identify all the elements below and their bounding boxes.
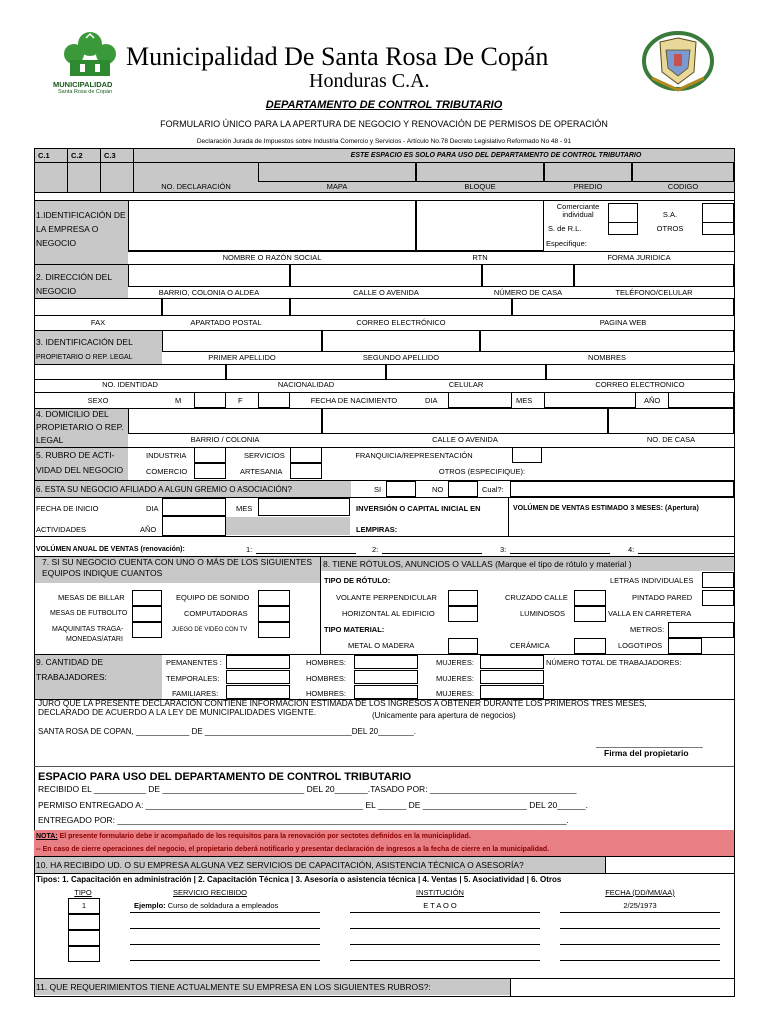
letras-label: LETRAS INDIVIDUALES — [610, 576, 694, 585]
col-predio: PREDIO — [573, 182, 603, 191]
horizontal-label: HORIZONTAL AL EDIFICIO — [342, 609, 435, 618]
cual-label: Cual?: — [482, 485, 504, 494]
fecha-nacimiento-label: FECHA DE NACIMIENTO — [310, 396, 398, 405]
temporales-field[interactable] — [226, 670, 290, 684]
s7-label: 7. SI SU NEGOCIO CUENTA CON UNO O MÁS DE LOS SIGUIENTES EQUIPOS INDIQUE CUANTOS — [42, 557, 312, 578]
billar-label: MESAS DE BILLAR — [58, 593, 125, 602]
cruzado-checkbox[interactable] — [574, 590, 606, 606]
sa-checkbox[interactable] — [702, 203, 734, 223]
familiares-label: FAMILIARES: — [172, 689, 219, 698]
cual-field[interactable] — [510, 481, 734, 497]
rtn-field[interactable] — [416, 200, 544, 251]
col-segundo-apellido: SEGUNDO APELLIDO — [362, 353, 440, 362]
hombres-1-label: HOMBRES: — [306, 658, 347, 667]
col-tipo: TIPO — [74, 888, 92, 897]
tipo-cell-3[interactable] — [68, 930, 100, 946]
municipal-logo — [50, 28, 130, 98]
segundo-apellido-field[interactable] — [322, 330, 480, 352]
declaration-city-date: SANTA ROSA DE COPAN, ____________ DE _________________________________DEL 20________. — [38, 727, 416, 736]
logo-text: MUNICIPALIDAD — [53, 80, 113, 89]
example-row — [134, 902, 278, 910]
comerciante-label: Comerciante individual — [556, 202, 600, 219]
c2-label: C.2 — [71, 151, 83, 160]
s4-label: 4. DOMICILIO DEL PROPIETARIO O REP. LEGAL — [36, 409, 124, 445]
nota-label: NOTA: — [36, 833, 58, 840]
temporales-label: TEMPORALES: — [166, 674, 220, 683]
especifique-label: Especifique: — [546, 239, 587, 248]
birth-mes-label: MES — [516, 396, 533, 405]
signature-label: Firma del propietario — [604, 748, 689, 758]
form-title: FORMULARIO ÚNICO PARA LA APERTURA DE NEGOCIO Y RENOVACIÓN DE PERMISOS DE OPERACIÓN — [160, 119, 608, 129]
servicios-label: SERVICIOS — [244, 451, 285, 460]
fecha-inicio-label: FECHA DE INICIO — [36, 504, 99, 513]
legal-text: Declaración Jurada de Impuestos sobre Industria Comercio y Servicios - Artículo No.78 Decreto Legislativo Reformado No 48 - 91 — [196, 138, 572, 145]
nota-line-2: -- En caso de cierre operaciones del negocio, el propietario deberá notificarlo y presentar declaración de ingresos a la fecha de cierre en la municipalidad. — [36, 846, 550, 853]
pagina-web-field[interactable] — [512, 298, 734, 316]
office-use-title: ESPACIO PARA USO DEL DEPARTAMENTO DE CONTROL TRIBUTARIO — [38, 771, 412, 783]
office-entregado: ENTREGADO POR: _______________________________________________________________________________________________. — [38, 815, 569, 825]
fax-field[interactable] — [34, 298, 162, 316]
apartado-field[interactable] — [162, 298, 290, 316]
comerciante-checkbox[interactable] — [608, 203, 638, 223]
inversion-label: INVERSIÓN O CAPITAL INICIAL EN — [356, 504, 481, 513]
permanentes-label: PEMANENTES : — [166, 658, 222, 667]
pintado-label: PINTADO PARED — [632, 593, 693, 602]
hombres-3-label: HOMBRES: — [306, 689, 347, 698]
f-checkbox[interactable] — [258, 392, 290, 408]
calle-field[interactable] — [290, 264, 482, 287]
video-field[interactable] — [258, 622, 290, 638]
m-checkbox[interactable] — [194, 392, 226, 408]
futbolito-field[interactable] — [132, 606, 162, 622]
nota-text-1: El presente formulario debe ir acompañado de los requisitos para la renovación por sectotes definidos en la municiaplidad. — [57, 833, 471, 840]
ceramica-label: CERÁMICA — [510, 641, 550, 650]
logo-emblem-icon — [50, 28, 130, 80]
birth-dia-label: DIA — [425, 396, 438, 405]
cruzado-label: CRUZADO CALLE — [505, 593, 568, 602]
servicios-checkbox[interactable] — [290, 447, 322, 463]
computadoras-label: COMPUTADORAS — [184, 609, 248, 618]
valla-label: VALLA EN CARRETERA — [608, 609, 692, 618]
artesania-checkbox[interactable] — [290, 463, 322, 479]
familiares-field[interactable] — [226, 685, 290, 699]
email-owner-field[interactable] — [546, 364, 734, 380]
monedas-label: MONEDAS/ATARI — [66, 636, 123, 643]
birth-mes-field[interactable] — [544, 392, 636, 408]
permanentes-field[interactable] — [226, 655, 290, 669]
col-barrio: BARRIO, COLONIA O ALDEA — [158, 288, 260, 297]
futbolito-label: MESAS DE FUTBOLITO — [50, 610, 128, 617]
industria-checkbox[interactable] — [194, 447, 226, 463]
inicio-shade — [226, 517, 350, 535]
col-nacionalidad: NACIONALIDAD — [277, 380, 335, 389]
metros-field[interactable] — [668, 622, 734, 638]
signature-line[interactable]: ________________________ — [596, 739, 703, 748]
sa-label: S.A. — [662, 210, 678, 219]
declaration-number-field[interactable] — [258, 162, 416, 182]
example-institucion: E T A O O — [423, 901, 457, 910]
col-codigo: CODIGO — [667, 182, 699, 191]
s3-label-1: 3. IDENTIFICACIÓN DEL — [36, 337, 133, 347]
col-forma-juridica: FORMA JURIDICA — [607, 253, 671, 262]
example-servicio: Curso de soldadura a empleados — [165, 901, 279, 910]
ceramica-checkbox[interactable] — [574, 638, 606, 654]
franquicia-label: FRANQUICIA/REPRESENTACIÓN — [355, 451, 473, 460]
otros-especifique-label: OTROS (ESPECIFIQUE): — [438, 467, 526, 476]
s8-label: 8. TIENE RÓTULOS, ANUNCIOS O VALLAS (Marque el tipo de rótulo y material ) — [323, 559, 632, 569]
bloque-field[interactable] — [544, 162, 632, 182]
si-checkbox[interactable] — [386, 481, 416, 497]
c1-label: C.1 — [38, 151, 50, 160]
logotipos-label: LOGOTIPOS — [618, 641, 663, 650]
mujeres-2-label: MUJERES: — [436, 674, 474, 683]
s1-label: 1.IDENTIFICACIÓN DE LA EMPRESA O NEGOCIO — [36, 210, 126, 248]
volante-label: VOLANTE PERPENDICULAR — [336, 593, 437, 602]
col-correo: CORREO ELECTRÓNICO — [356, 318, 446, 327]
domicilio-casa-field[interactable] — [608, 408, 734, 434]
inicio-mes-field[interactable] — [258, 498, 350, 516]
industria-label: INDUSTRIA — [146, 451, 187, 460]
billar-field[interactable] — [132, 590, 162, 606]
tipo-cell-4[interactable] — [68, 946, 100, 962]
birth-ano-label: AÑO — [644, 396, 661, 405]
office-permiso: PERMISO ENTREGADO A: ______________________________________________ EL ______ DE ______________________ DEL 20______. — [38, 800, 588, 810]
col-primer-apellido: PRIMER APELLIDO — [208, 353, 276, 362]
coat-of-arms — [638, 28, 718, 94]
col-apartado: APARTADO POSTAL — [190, 318, 262, 327]
predio-field[interactable] — [632, 162, 734, 182]
m-label: M — [175, 396, 182, 405]
barrio-field[interactable] — [128, 264, 290, 287]
mujeres-2-field[interactable] — [480, 670, 544, 684]
col-telefono: TELÉFONO/CELULAR — [615, 288, 693, 297]
s3-label-2: PROPIETARIO O REP. LEGAL — [36, 354, 133, 361]
col-domicilio-casa: NO. DE CASA — [646, 435, 696, 444]
col-domicilio-calle: CALLE O AVENIDA — [432, 435, 498, 444]
declaration-line-2: DECLARADO DE ACUERDO A LA LEY DE MUNICIPALIDADES VIGENTE. — [38, 707, 317, 717]
example-fecha: 2/25/1973 — [623, 901, 657, 910]
s5-label: 5. RUBRO DE ACTI- VIDAD DEL NEGOCIO — [36, 450, 124, 475]
actividades-label: ACTIVIDADES — [36, 525, 87, 534]
col-identidad: NO. IDENTIDAD — [102, 380, 158, 389]
artesania-label: ARTESANIA — [240, 467, 283, 476]
si-label: SI — [374, 485, 382, 494]
metal-label: METAL O MADERA — [348, 641, 415, 650]
s10-label: 10. HA RECIBIDO UD. O SU EMPRESA ALGUNA VEZ SERVICIOS DE CAPACITACIÓN, ASISTENCIA TÉCNICA O ASESORÍA? — [36, 860, 524, 870]
primer-apellido-field[interactable] — [162, 330, 322, 352]
metal-checkbox[interactable] — [448, 638, 478, 654]
hombres-1-field[interactable] — [354, 655, 418, 669]
sdrl-checkbox[interactable] — [608, 222, 638, 235]
correo-field[interactable] — [290, 298, 512, 316]
c3-label: C.3 — [104, 151, 116, 160]
page-title: Municipalidad De Santa Rosa De Copán — [126, 42, 549, 71]
logotipos-checkbox[interactable] — [668, 638, 702, 654]
department-title: DEPARTAMENTO DE CONTROL TRIBUTARIO — [265, 99, 503, 111]
volante-checkbox[interactable] — [448, 590, 478, 606]
nombres-field[interactable] — [480, 330, 734, 352]
computadoras-field[interactable] — [258, 606, 290, 622]
tipo-material-label: TIPO MATERIAL: — [324, 625, 385, 634]
mujeres-3-field[interactable] — [480, 685, 544, 699]
col-bloque: BLOQUE — [464, 182, 496, 191]
sonido-label: EQUIPO DE SONIDO — [176, 593, 250, 602]
col-servicio: SERVICIO RECIBIDO — [172, 888, 248, 897]
s11-label: 11. QUE REQUERIMIENTOS TIENE ACTUALMENTE SU EMPRESA EN LOS SIGUIENTES RUBROS?: — [36, 982, 431, 992]
business-name-field[interactable] — [128, 200, 416, 251]
col-numero-casa: NÚMERO DE CASA — [493, 288, 563, 297]
horizontal-checkbox[interactable] — [448, 606, 478, 622]
luminosos-label: LUMINOSOS — [520, 609, 566, 618]
mujeres-1-label: MUJERES: — [436, 658, 474, 667]
col-institucion: INSTITUCIÓN — [416, 888, 464, 897]
declaration-note: (Unicamente para apertura de negocios) — [372, 711, 516, 720]
tipo-cell-2[interactable] — [68, 914, 100, 930]
official-use-note: ESTE ESPACIO ES SOLO PARA USO DEL DEPARTAMENTO DE CONTROL TRIBUTARIO — [350, 152, 642, 159]
vol-2-label: 2: — [372, 545, 379, 554]
telefono-field[interactable] — [574, 264, 734, 287]
col-no-declaracion: NO. DECLARACIÓN — [161, 182, 231, 191]
mujeres-1-field[interactable] — [480, 655, 544, 669]
mapa-field[interactable] — [416, 162, 544, 182]
otros-checkbox[interactable] — [702, 222, 734, 235]
tipo-rotulo-label: TIPO DE RÓTULO: — [324, 576, 391, 585]
inicio-dia-label: DIA — [146, 504, 159, 513]
hombres-2-label: HOMBRES: — [306, 674, 347, 683]
vol-4-label: 4: — [628, 545, 635, 554]
volumen-anual-label: VOLÚMEN ANUAL DE VENTAS (renovación): — [36, 546, 185, 553]
birth-dia-field[interactable] — [448, 392, 512, 408]
metros-label: METROS: — [630, 625, 665, 634]
col-nombres: NOMBRES — [588, 353, 626, 362]
col-correo-electronico: CORREO ELECTRONICO — [595, 380, 685, 389]
s6-label: 6. ESTA SU NEGOCIO AFILIADO A ALGUN GREMIO O ASOCIACIÓN? — [36, 485, 292, 494]
s10-tipos: Tipos: 1. Capacitación en administración | 2. Capacitación Técnica | 3. Asesoría o asistencia técnica | 4. Ventas | 5. Asociatividad | 6. Otros — [36, 875, 562, 884]
otros-label: OTROS — [656, 224, 684, 233]
celular-field[interactable] — [386, 364, 546, 380]
logo-subtext: Santa Rosa de Copán — [58, 89, 113, 95]
s9-label: 9. CANTIDAD DE TRABAJADORES: — [36, 657, 107, 682]
volumen3-label: VOLÚMEN DE VENTAS ESTIMADO 3 MESES: (Apertura) — [513, 505, 699, 512]
example-label: Ejemplo: — [134, 901, 166, 910]
inicio-ano-label: AÑO — [140, 525, 157, 534]
video-label: JUEGO DE VIDEO CON TV — [172, 627, 248, 633]
col-nombre-razon: NOMBRE O RAZÓN SOCIAL — [222, 253, 322, 262]
sexo-label: SEXO — [87, 396, 109, 405]
domicilio-calle-field[interactable] — [322, 408, 608, 434]
col-rtn: RTN — [472, 253, 488, 262]
inicio-dia-field[interactable] — [162, 498, 226, 516]
col-calle: CALLE O AVENIDA — [353, 288, 419, 297]
declaration-line-1: JURO QUE LA PRESENTE DECLARACIÓN CONTIENE INFORMACIÓN ESTIMADA DE LOS INGRESOS A OBTENER DURANTE LOS PRIMEROS TRES MESES, — [38, 698, 647, 708]
page-subtitle: Honduras C.A. — [309, 70, 430, 92]
hombres-2-field[interactable] — [354, 670, 418, 684]
maquinitas-label: MAQUINITAS TRAGA- — [52, 626, 124, 633]
domicilio-barrio-field[interactable] — [128, 408, 322, 434]
nacionalidad-field[interactable] — [226, 364, 386, 380]
sdrl-label: S. de R.L. — [548, 224, 582, 233]
vol-3-label: 3: — [500, 545, 507, 554]
example-tipo: 1 — [81, 901, 87, 910]
inicio-mes-label: MES — [236, 504, 253, 513]
total-trabajadores-label: NÚMERO TOTAL DE TRABAJADORES: — [546, 658, 682, 667]
franquicia-checkbox[interactable] — [512, 447, 542, 463]
coat-of-arms-icon — [638, 28, 718, 94]
no-label: NO — [432, 485, 444, 494]
pintado-checkbox[interactable] — [702, 590, 734, 606]
hombres-3-field[interactable] — [354, 685, 418, 699]
s2-label: 2. DIRECCIÓN DEL NEGOCIO — [36, 272, 112, 296]
col-domicilio-barrio: BARRIO / COLONIA — [190, 435, 260, 444]
sonido-field[interactable] — [258, 590, 290, 606]
nota-line-1 — [36, 833, 471, 840]
identidad-field[interactable] — [34, 364, 226, 380]
vol-1-label: 1: — [246, 545, 253, 554]
luminosos-checkbox[interactable] — [574, 606, 606, 622]
mujeres-3-label: MUJERES: — [436, 689, 474, 698]
maquinitas-field[interactable] — [132, 622, 162, 638]
col-fax: FAX — [90, 318, 106, 327]
col-pagina-web: PAGINA WEB — [599, 318, 647, 327]
lempiras-label: LEMPIRAS: — [356, 525, 398, 534]
comercio-checkbox[interactable] — [194, 463, 226, 479]
numero-casa-field[interactable] — [482, 264, 574, 287]
office-recibido: RECIBIDO EL ___________ DE ______________________________ DEL 20_______.TASADO POR: _______________________________ — [38, 784, 577, 794]
frame-right — [734, 148, 735, 997]
col-fecha: FECHA (DD/MM/AA) — [605, 888, 675, 897]
birth-ano-field[interactable] — [668, 392, 734, 408]
inicio-ano-field[interactable] — [162, 516, 226, 536]
f-label: F — [238, 396, 243, 405]
no-checkbox[interactable] — [448, 481, 478, 497]
col-mapa: MAPA — [326, 182, 348, 191]
letras-checkbox[interactable] — [702, 572, 734, 588]
comercio-label: COMERCIO — [146, 467, 188, 476]
col-celular: CELULAR — [448, 380, 484, 389]
